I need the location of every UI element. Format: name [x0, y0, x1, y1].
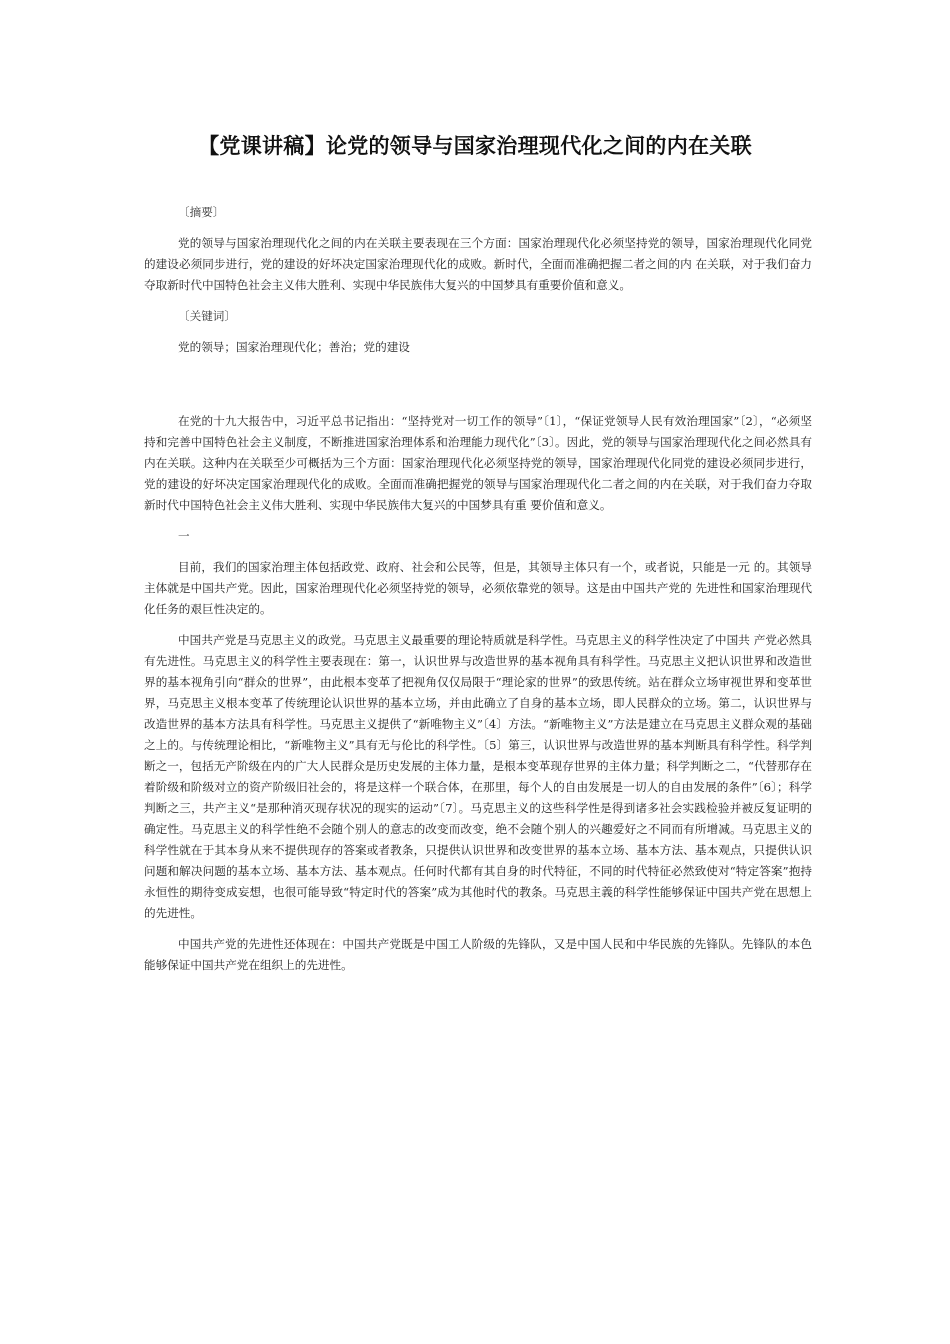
intro-paragraph: 在党的十九大报告中，习近平总书记指出：“坚持党对一切工作的领导”〔1〕，“保证党领导人民有效治理国家”〔2〕，“必须坚持和完善中国特色社会主义制度，不断推进国家治理体系和治理能力现代化”〔3〕。因此，党的领导与国家治理现代化之间必然具有内在关联。这种内在关联至少可概括为三个方面：国家治理现代化必须坚持党的领导，国家治理现代化同党的建设必须同步进行，党的建设的好坏决定国家治理现代化的成败。全面而准确把握党的领导与国家治理现代化二者之间的内在关联，对于我们奋力夺取新时代中国特色社会主义伟大胜利、实现中华民族伟大复兴的中国梦具有重 要价值和意义。	[144, 414, 812, 512]
article-body	[144, 202, 812, 986]
abstract-text: 党的领导与国家治理现代化之间的内在关联主要表现在三个方面：国家治理现代化必须坚持党的领导，国家治理现代化同党的建设必须同步进行，党的建设的好坏决定国家治理现代化的成败。新时代，全面而准确把握二者之间的内 在关联，对于我们奋力夺取新时代中国特色社会主义伟大胜利、实现中华民族伟大复兴的中国梦具有重要价值和意义。	[144, 236, 812, 292]
body-paragraph-2: 中国共产党是马克思主义的政党。马克思主义最重要的理论特质就是科学性。马克思主义的科学性决定了中国共 产党必然具有先进性。马克思主义的科学性主要表现在：第一，认识世界与改造世界的基本视角具有科学性。马克思主义把认识世界和改造世界的基本视角引向“群众的世界”，由此根本变革了把视角仅仅局限于“理论家的世界”的致思传统。站在群众立场审视世界和变革世界，马克思主义根本变革了传统理论认识世界的基本立场，并由此确立了自身的基本立场，即人民群众的立场。第二，认识世界与改造世界的基本方法具有科学性。马克思主义提供了“新唯物主义”〔4〕方法。“新唯物主义”方法是建立在马克思主义群众观的基础之上的。与传统理论相比，“新唯物主义”具有无与伦比的科学性。〔5〕第三，认识世界与改造世界的基本判断具有科学性。科学判断之一，包括无产阶级在内的广大人民群众是历史发展的主体力量，是根本变革现存世界的主体力量；科学判断之二，“代替那存在着阶级和阶级对立的资产阶级旧社会的，将是这样一个联合体，在那里，每个人的自由发展是一切人的自由发展的条件”〔6〕；科学判断之三，共产主义“是那种消灭现存状况的现实的运动”〔7〕。马克思主义的这些科学性是得到诸多社会实践检验并被反复证明的确定性。马克思主义的科学性绝不会随个别人的意志的改变而改变，绝不会随个别人的兴趣爱好之不同而有所增减。马克思主义的科学性就在于其本身从来不提供现存的答案或者教条，只提供认识世界和改变世界的基本立场、基本方法、基本观点，只提供认识问题和解决问题的基本立场、基本方法、基本观点。任何时代都有其自身的时代特征，不同的时代特征必然致使对“特定答案”抱持永恒性的期待变成妄想，也很可能导致“特定时代的答案”成为其他时代的教条。马克思主義的科学性能够保证中国共产党在思想上的先进性。	[144, 633, 812, 920]
body-paragraph-1: 目前，我们的国家治理主体包括政党、政府、社会和公民等，但是，其领导主体只有一个，或者说，只能是一元 的。其领导主体就是中国共产党。因此，国家治理现代化必须坚持党的领导，必须依靠党的领导。这是由中国共产党的 先进性和国家治理现代化任务的艰巨性决定的。	[144, 560, 812, 616]
body-paragraph-3: 中国共产党的先进性还体现在：中国共产党既是中国工人阶级的先锋队，又是中国人民和中华民族的先锋队。先锋队的本色能够保证中国共产党在组织上的先进性。	[144, 937, 812, 972]
keywords-label: 〔关键词〕	[178, 309, 236, 323]
page-title: 【党课讲稿】论党的领导与国家治理现代化之间的内在关联	[198, 134, 752, 158]
section-heading-one: 一	[178, 529, 190, 543]
keywords-text: 党的领导；国家治理现代化；善治；党的建设	[178, 340, 410, 354]
abstract-label: 〔摘要〕	[178, 205, 225, 219]
